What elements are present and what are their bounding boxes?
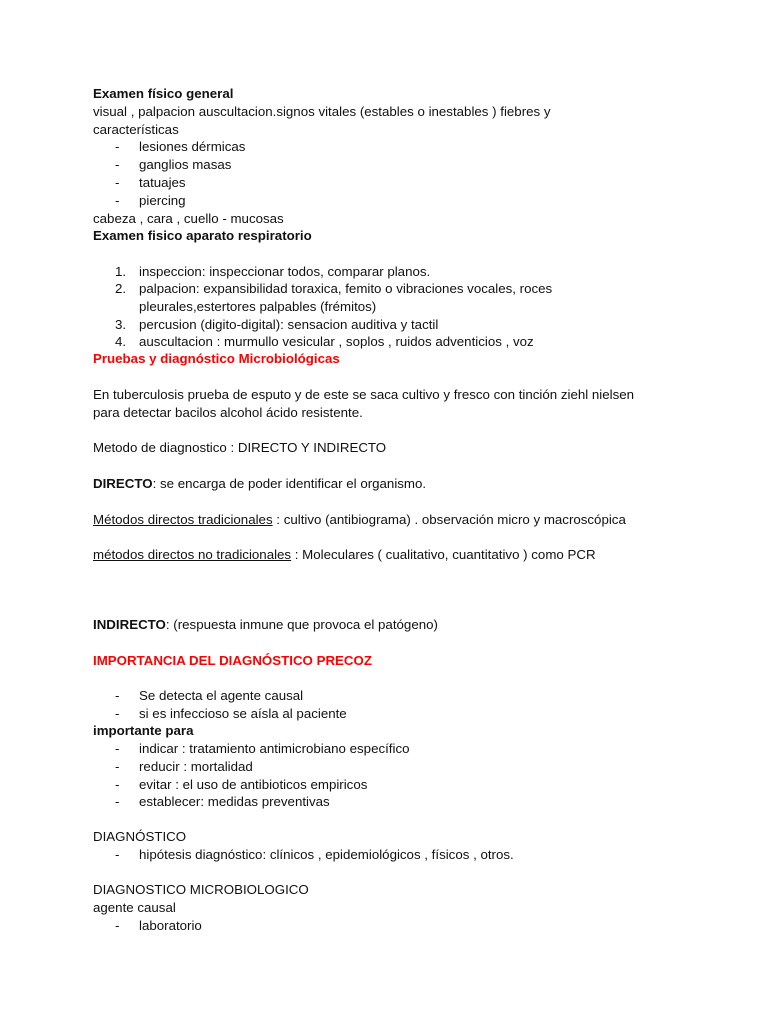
bullet-dash: - [115, 175, 120, 190]
list-number: 1. [115, 264, 127, 279]
paragraph-indirecto [93, 616, 438, 634]
section-heading-pruebas: Pruebas y diagnóstico Microbiológicas [93, 351, 340, 366]
paragraph-line: agente causal [93, 900, 176, 915]
directo-label: DIRECTO [93, 476, 153, 491]
tradicionales-text: : cultivo (antibiograma) . observación micro y macroscópica [272, 512, 626, 527]
bullet-dash: - [115, 157, 120, 172]
bullet-dash: - [115, 847, 120, 862]
list-item: laboratorio [139, 918, 202, 933]
numbered-item: percusion (digito-digital): sensacion auditiva y tactil [139, 317, 439, 332]
list-item: ganglios masas [139, 157, 232, 172]
directo-text: : se encarga de poder identificar el organismo. [152, 476, 427, 491]
section-heading-respiratorio: Examen fisico aparato respiratorio [93, 228, 312, 243]
no-tradicionales-text: : Moleculares ( cualitativo, cuantitativo ) como PCR [291, 547, 596, 562]
list-item: si es infeccioso se aísla al paciente [139, 706, 347, 721]
paragraph-line: cabeza , cara , cuello - mucosas [93, 211, 284, 226]
list-item: indicar : tratamiento antimicrobiano específico [139, 741, 410, 756]
paragraph-line: para detectar bacilos alcohol ácido resistente. [93, 405, 363, 420]
list-item: piercing [139, 193, 186, 208]
bullet-dash: - [115, 741, 120, 756]
list-item: reducir : mortalidad [139, 759, 253, 774]
list-item: hipótesis diagnóstico: clínicos , epidemiológicos , físicos , otros. [139, 847, 514, 862]
bullet-dash: - [115, 918, 120, 933]
paragraph-line: En tuberculosis prueba de esputo y de este se saca cultivo y fresco con tinción ziehl nielsen [93, 387, 635, 402]
list-item: Se detecta el agente causal [139, 688, 304, 703]
numbered-item: inspeccion: inspeccionar todos, comparar planos. [139, 264, 431, 279]
numbered-item: auscultacion : murmullo vesicular , soplos , ruidos adventicios , voz [139, 334, 534, 349]
paragraph-line: características [93, 122, 179, 137]
paragraph-metodo: Metodo de diagnostico : DIRECTO Y INDIRECTO [93, 440, 387, 455]
bullet-dash: - [115, 193, 120, 208]
section-heading-examen-general: Examen físico general [93, 86, 234, 101]
bullet-dash: - [115, 794, 120, 809]
section-heading-importancia: IMPORTANCIA DEL DIAGNÓSTICO PRECOZ [93, 653, 372, 668]
numbered-item-continued: pleurales,estertores palpables (frémitos) [139, 299, 377, 314]
no-tradicionales-label: métodos directos no tradicionales [93, 547, 292, 562]
list-item: establecer: medidas preventivas [139, 794, 330, 809]
paragraph-tradicionales [93, 511, 626, 529]
list-item: evitar : el uso de antibioticos empiricos [139, 777, 368, 792]
bullet-dash: - [115, 777, 120, 792]
bullet-dash: - [115, 706, 120, 721]
paragraph-directo [93, 475, 426, 493]
numbered-item: palpacion: expansibilidad toraxica, femito o vibraciones vocales, roces [139, 281, 553, 296]
list-item: tatuajes [139, 175, 186, 190]
section-heading-diagnostico: DIAGNÓSTICO [93, 829, 187, 844]
section-heading-microbiologico: DIAGNOSTICO MICROBIOLOGICO [93, 882, 309, 897]
bullet-dash: - [115, 688, 120, 703]
tradicionales-label: Métodos directos tradicionales [93, 512, 273, 527]
list-item: lesiones dérmicas [139, 139, 246, 154]
list-number: 3. [115, 317, 127, 332]
paragraph-no-tradicionales [93, 546, 596, 564]
indirecto-text: : (respuesta inmune que provoca el patógeno) [165, 617, 438, 632]
sub-heading-importante: importante para [93, 723, 194, 738]
bullet-dash: - [115, 759, 120, 774]
list-number: 4. [115, 334, 127, 349]
bullet-dash: - [115, 139, 120, 154]
paragraph-line: visual , palpacion auscultacion.signos vitales (estables o inestables ) fiebres y [93, 104, 551, 119]
indirecto-label: INDIRECTO [93, 617, 166, 632]
list-number: 2. [115, 281, 127, 296]
